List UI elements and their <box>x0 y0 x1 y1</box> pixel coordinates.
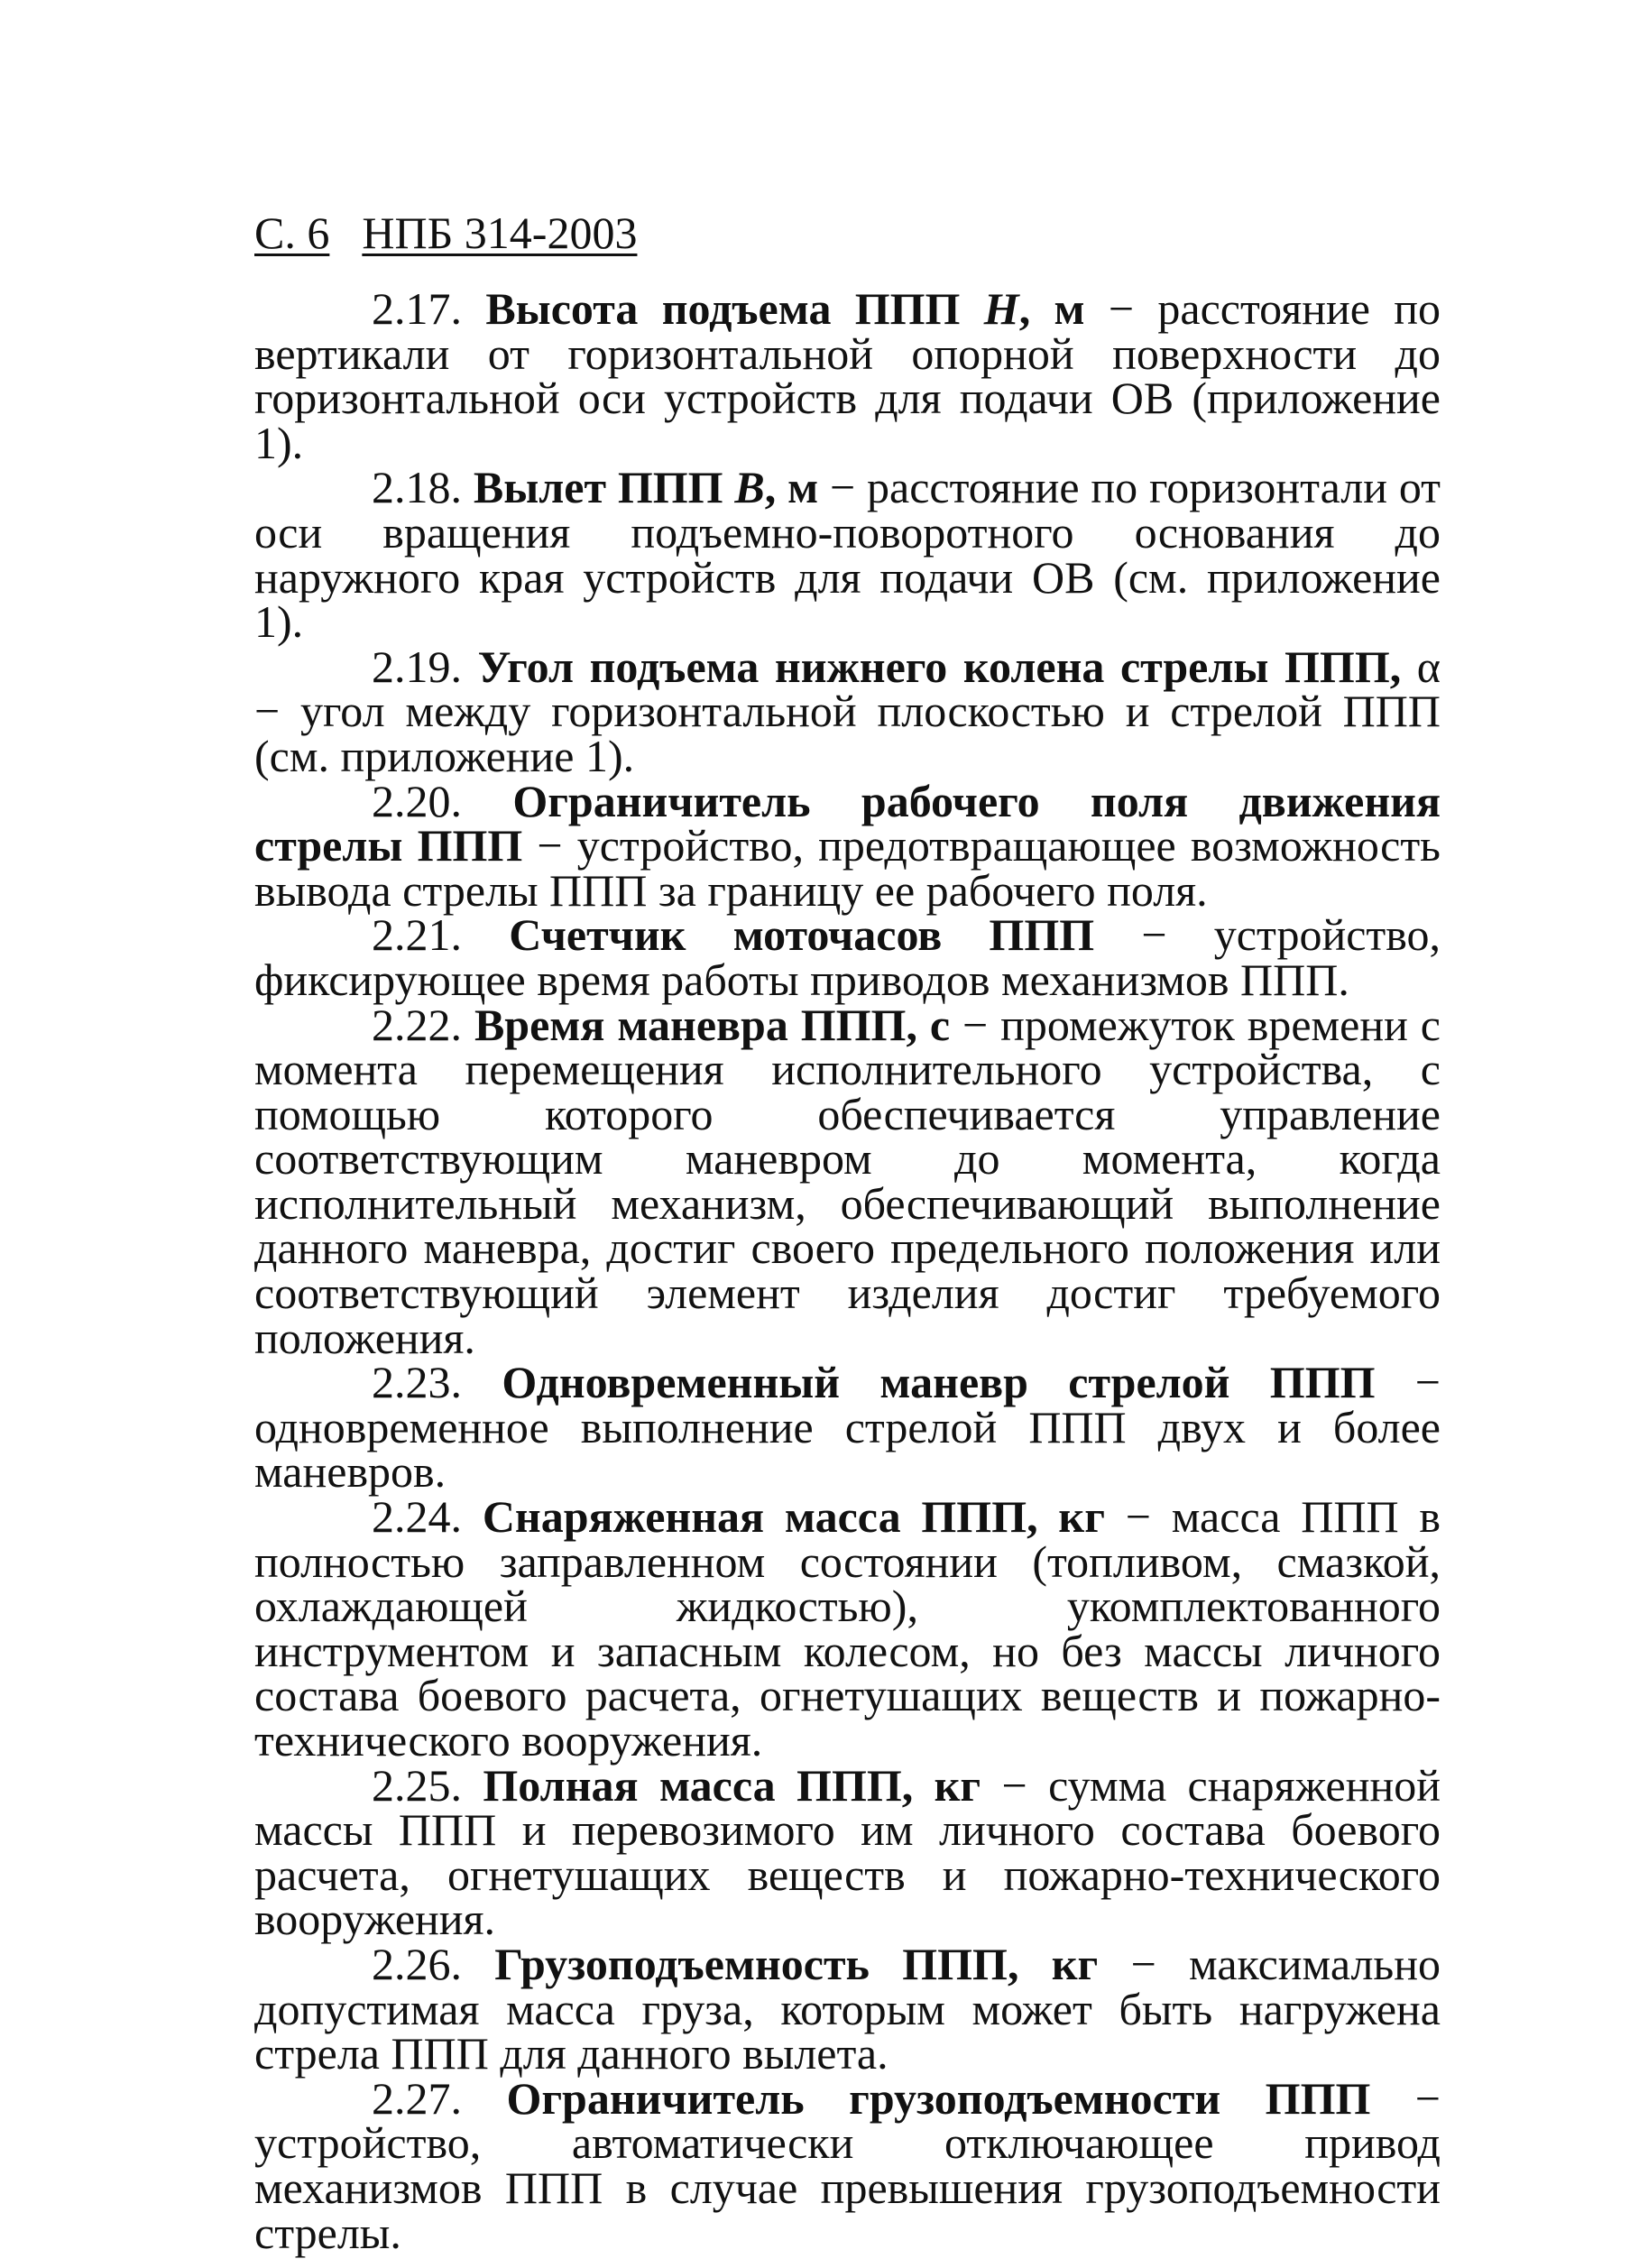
clause-definition: − сумма снаряженной массы ППП и перевозимого им личного состава боевого расчета, огнетушащих веществ и пожарно-технического вооружения. <box>254 1759 1441 1945</box>
clause-term: Вылет ППП B, м <box>473 462 819 513</box>
clause-term: Грузоподъемность ППП, кг <box>494 1938 1099 1989</box>
clause-number: 2.26. <box>372 1938 462 1989</box>
clause-term: Время маневра ППП, с <box>474 999 951 1050</box>
clause-number: 2.21. <box>372 909 462 961</box>
clause-definition: − одновременное выполнение стрелой ППП двух и более маневров. <box>254 1357 1441 1498</box>
page-header <box>254 206 637 260</box>
clause-term: Угол подъема нижнего колена стрелы ППП, <box>477 641 1402 692</box>
term-unit: , м <box>764 462 819 513</box>
clause-2-27 <box>254 2072 1441 2258</box>
clause-number: 2.17. <box>372 283 462 334</box>
clause-term: Полная масса ППП, кг <box>483 1759 981 1811</box>
clause-definition: − устройство, предотвращающее возможность вывода стрелы ППП за границу ее рабочего поля. <box>254 820 1441 916</box>
clause-2-23 <box>254 1357 1441 1498</box>
clause-term: Высота подъема ППП H, м <box>485 283 1085 334</box>
clause-number: 2.19. <box>372 641 462 692</box>
clause-definition: − устройство, фиксирующее время работы приводов механизмов ППП. <box>254 909 1441 1005</box>
clause-term: Снаряженная масса ППП, кг <box>482 1491 1105 1543</box>
clause-definition: − промежуток времени с момента перемещения исполнительного устройства, с помощью которого обеспечивается управление соответствующим маневром до момента, когда исполнительный механизм, обеспечивающий выполнение данного маневра, достиг своего предельного положения или соответствующий элемент изделия достиг требуемого положения. <box>254 999 1441 1363</box>
clause-definition: − устройство, автоматически отключающее привод механизмов ППП в случае превышения грузоподъемности стрелы. <box>254 2072 1441 2258</box>
clause-term: Ограничитель грузоподъемности ППП <box>506 2072 1371 2124</box>
clause-definition: − максимально допустимая масса груза, которым может быть нагружена стрела ППП для данного вылета. <box>254 1938 1441 2079</box>
clause-2-17 <box>254 283 1441 468</box>
clause-definition: − расстояние по вертикали от горизонтальной опорной поверхности до горизонтальной оси устройств для подачи ОВ (приложение 1). <box>254 283 1441 468</box>
clause-number: 2.20. <box>372 775 462 826</box>
clause-2-20 <box>254 775 1441 916</box>
clause-2-21 <box>254 909 1441 1005</box>
clause-number: 2.23. <box>372 1357 462 1408</box>
clause-2-18 <box>254 462 1441 648</box>
term-symbol: B <box>734 462 765 513</box>
clause-number: 2.24. <box>372 1491 462 1543</box>
clause-definition: − масса ППП в полностью заправленном состоянии (топливом, смазкой, охлаждающей жидкостью), укомплектованного инструментом и запасным колесом, но без массы личного состава боевого расчета, огнетушащих веществ и пожарно-технического вооружения. <box>254 1491 1441 1766</box>
clause-2-25 <box>254 1759 1441 1945</box>
clause-2-24 <box>254 1491 1441 1766</box>
clause-2-22 <box>254 999 1441 1363</box>
term-symbol: H <box>983 283 1019 334</box>
clause-definition: − расстояние по горизонтали от оси вращения подъемно-поворотного основания до наружного края устройств для подачи ОВ (см. приложение 1). <box>254 462 1441 648</box>
clause-term: Счетчик моточасов ППП <box>509 909 1095 961</box>
clause-term: Ограничитель рабочего поля движения стрелы ППП <box>254 775 1441 871</box>
document-code: НПБ 314-2003 <box>362 207 638 258</box>
clause-number: 2.18. <box>372 462 462 513</box>
clause-2-26 <box>254 1938 1441 2079</box>
page-number: С. 6 <box>254 207 330 258</box>
clause-number: 2.27. <box>372 2072 462 2124</box>
clause-number: 2.22. <box>372 999 462 1050</box>
clause-term: Одновременный маневр стрелой ППП <box>502 1357 1376 1408</box>
term-unit: , м <box>1018 283 1085 334</box>
clause-definition: α − угол между горизонтальной плоскостью и стрелой ППП (см. приложение 1). <box>254 641 1441 781</box>
document-body <box>254 283 1441 2258</box>
clause-number: 2.25. <box>372 1759 462 1811</box>
clause-2-19 <box>254 641 1441 781</box>
